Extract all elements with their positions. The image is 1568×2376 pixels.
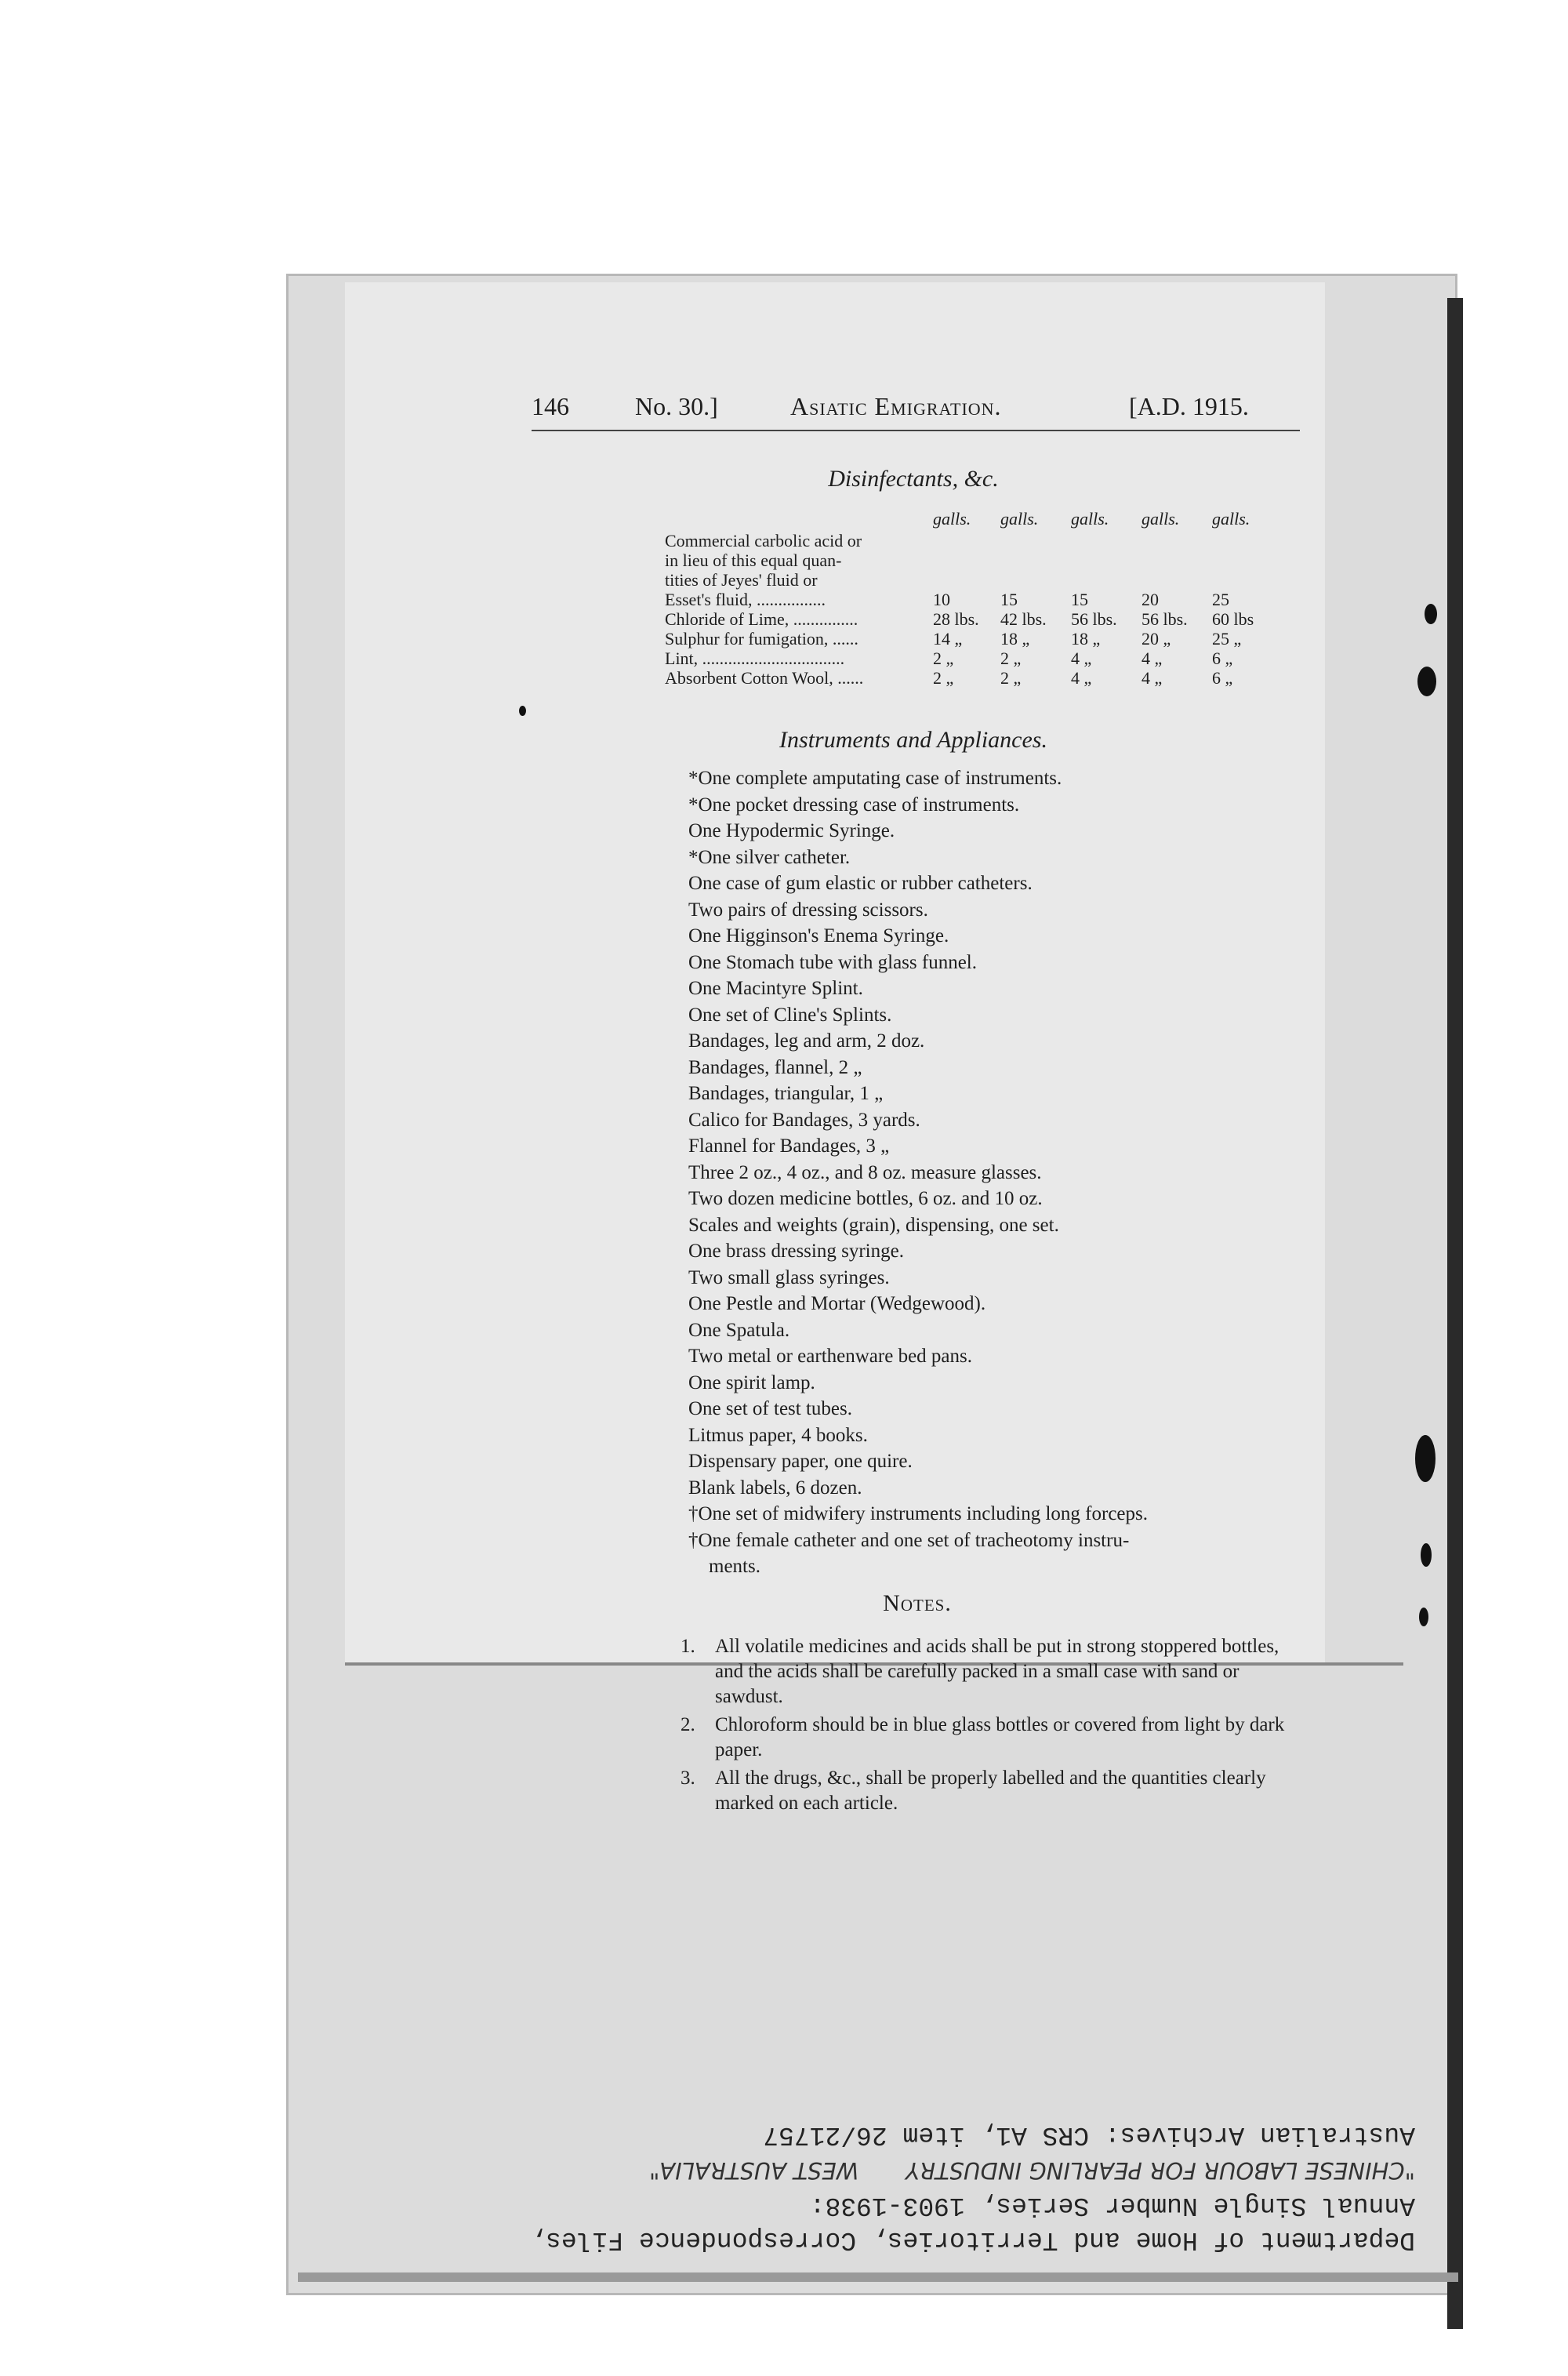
disinfectant-quantity: 15 <box>1000 590 1018 609</box>
disinfectant-quantity: 4 „ <box>1142 648 1163 668</box>
ink-speck <box>1419 1608 1428 1626</box>
disinfectant-name: in lieu of this equal quan- <box>665 550 842 570</box>
instrument-item: *One complete amputating case of instruments. <box>688 768 1062 789</box>
instrument-item: †One female catheter and one set of tracheotomy instru- <box>688 1529 1130 1551</box>
disinfectant-quantity: 10 <box>933 590 950 609</box>
instrument-item: Two metal or earthenware bed pans. <box>688 1346 972 1367</box>
stamp-handwriting: "CHINESE LABOUR FOR PEARLING INDUSTRY <box>906 2157 1415 2184</box>
disinfectant-quantity: 25 „ <box>1212 629 1242 648</box>
instrument-item: *One silver catheter. <box>688 846 851 868</box>
disinfectant-name: Sulphur for fumigation, ...... <box>665 629 858 648</box>
note-item <box>681 1766 1308 1816</box>
disinfectant-name: Chloride of Lime, ............... <box>665 609 858 629</box>
disinfectant-quantity: 20 „ <box>1142 629 1171 648</box>
note-item <box>681 1713 1308 1763</box>
disinfectant-quantity: 60 lbs <box>1212 609 1254 629</box>
instrument-item: One Higginson's Enema Syringe. <box>688 925 949 946</box>
disinfectant-quantity: 4 „ <box>1142 668 1163 688</box>
stamp-line: Annual Single Number Series, 1903-1938: <box>809 2191 1415 2220</box>
instrument-item: Two dozen medicine bottles, 6 oz. and 10 oz. <box>688 1188 1043 1209</box>
disinfectants-heading: Disinfectants, &c. <box>828 466 999 492</box>
instrument-item: *One pocket dressing case of instruments. <box>688 794 1020 816</box>
instrument-item: One Hypodermic Syringe. <box>688 820 895 841</box>
instrument-item: One set of Cline's Splints. <box>688 1004 892 1026</box>
page-number: 146 <box>532 392 569 420</box>
stamp-line: Department of Home and Territories, Correspondence Files, <box>530 2225 1415 2254</box>
ink-speck <box>1421 1543 1432 1567</box>
archive-stamp <box>333 2084 1415 2257</box>
instrument-item: One spirit lamp. <box>688 1371 815 1393</box>
ink-speck <box>1417 667 1436 696</box>
note-text: All volatile medicines and acids shall be put in strong stoppered bottles, and the acids shall be carefully packed in a small case with sand or sawdust. <box>715 1636 1279 1707</box>
note-item <box>681 1634 1308 1709</box>
sheet-bottom-shadow <box>298 2272 1458 2282</box>
disinfectant-quantity: 4 „ <box>1071 668 1092 688</box>
disinfectant-quantity: 18 „ <box>1071 629 1101 648</box>
paper-number: No. 30.] <box>635 392 718 420</box>
ink-speck <box>519 706 526 716</box>
instrument-item: One Stomach tube with glass funnel. <box>688 951 977 973</box>
instrument-item: Two pairs of dressing scissors. <box>688 899 928 921</box>
unit-label: galls. <box>1212 509 1250 529</box>
disinfectant-quantity: 18 „ <box>1000 629 1030 648</box>
disinfectant-name: Commercial carbolic acid or <box>665 531 862 550</box>
running-title: Asiatic Emigration. <box>790 392 1002 420</box>
unit-label: galls. <box>1000 509 1039 529</box>
note-text: All the drugs, &c., shall be properly labelled and the quantities clearly marked on each article. <box>715 1767 1266 1814</box>
disinfectant-quantity: 2 „ <box>1000 648 1022 668</box>
sheet-edge-shadow <box>1447 298 1463 2329</box>
disinfectant-quantity: 25 <box>1212 590 1229 609</box>
note-number: 1. <box>681 1636 695 1657</box>
disinfectant-name: tities of Jeyes' fluid or <box>665 570 818 590</box>
disinfectant-name: Lint, ................................. <box>665 648 845 668</box>
disinfectant-quantity: 56 lbs. <box>1142 609 1188 629</box>
disinfectant-quantity: 2 „ <box>933 648 954 668</box>
disinfectant-quantity: 4 „ <box>1071 648 1092 668</box>
note-number: 3. <box>681 1767 695 1789</box>
instrument-item: Litmus paper, 4 books. <box>688 1424 868 1446</box>
disinfectant-quantity: 14 „ <box>933 629 963 648</box>
ink-speck <box>1425 604 1437 624</box>
note-text: Chloroform should be in blue glass bottles or covered from light by dark paper. <box>715 1714 1285 1760</box>
instruments-heading: Instruments and Appliances. <box>779 727 1047 753</box>
instrument-item: Two small glass syringes. <box>688 1266 890 1288</box>
disinfectant-quantity: 6 „ <box>1212 668 1233 688</box>
instrument-item: One Macintyre Splint. <box>688 978 863 999</box>
disinfectant-quantity: 28 lbs. <box>933 609 979 629</box>
instrument-item: Flannel for Bandages, 3 „ <box>688 1135 890 1157</box>
instrument-item: Bandages, flannel, 2 „ <box>688 1056 862 1078</box>
disinfectant-quantity: 20 <box>1142 590 1159 609</box>
instrument-item: One Spatula. <box>688 1319 790 1341</box>
disinfectant-quantity: 15 <box>1071 590 1088 609</box>
instrument-item: One set of test tubes. <box>688 1398 852 1419</box>
note-number: 2. <box>681 1714 695 1735</box>
notes-list <box>681 1634 1308 1819</box>
instrument-item: Bandages, triangular, 1 „ <box>688 1083 884 1104</box>
stamp-line <box>333 2152 1415 2188</box>
disinfectant-quantity: 2 „ <box>933 668 954 688</box>
page-header <box>532 392 1300 431</box>
stamp-line: Australian Archives: CRS A1, item 26/21757 <box>763 2120 1415 2149</box>
instrument-item: ments. <box>709 1556 760 1577</box>
disinfectant-name: Esset's fluid, ................ <box>665 590 826 609</box>
notes-heading: Notes. <box>883 1590 952 1616</box>
disinfectant-quantity: 42 lbs. <box>1000 609 1047 629</box>
disinfectant-quantity: 6 „ <box>1212 648 1233 668</box>
ink-speck <box>1415 1435 1436 1482</box>
header-date: [A.D. 1915. <box>1129 392 1249 420</box>
instrument-item: Bandages, leg and arm, 2 doz. <box>688 1030 925 1052</box>
disinfectant-name: Absorbent Cotton Wool, ...... <box>665 668 864 688</box>
instrument-item: One brass dressing syringe. <box>688 1241 904 1262</box>
instruments-list <box>688 765 1148 1580</box>
instrument-item: Scales and weights (grain), dispensing, one set. <box>688 1214 1059 1236</box>
instrument-item: One case of gum elastic or rubber catheters. <box>688 873 1033 894</box>
instrument-item: †One set of midwifery instruments including long forceps. <box>688 1503 1148 1524</box>
unit-label: galls. <box>933 509 971 529</box>
instrument-item: Three 2 oz., 4 oz., and 8 oz. measure glasses. <box>688 1161 1042 1183</box>
instrument-item: Blank labels, 6 dozen. <box>688 1477 862 1499</box>
unit-label: galls. <box>1071 509 1109 529</box>
instrument-item: One Pestle and Mortar (Wedgewood). <box>688 1293 986 1314</box>
disinfectant-quantity: 56 lbs. <box>1071 609 1117 629</box>
instrument-item: Calico for Bandages, 3 yards. <box>688 1109 920 1131</box>
disinfectant-quantity: 2 „ <box>1000 668 1022 688</box>
stamp-handwriting: WEST AUSTRALIA" <box>649 2157 859 2184</box>
instrument-item: Dispensary paper, one quire. <box>688 1451 913 1472</box>
unit-label: galls. <box>1142 509 1180 529</box>
